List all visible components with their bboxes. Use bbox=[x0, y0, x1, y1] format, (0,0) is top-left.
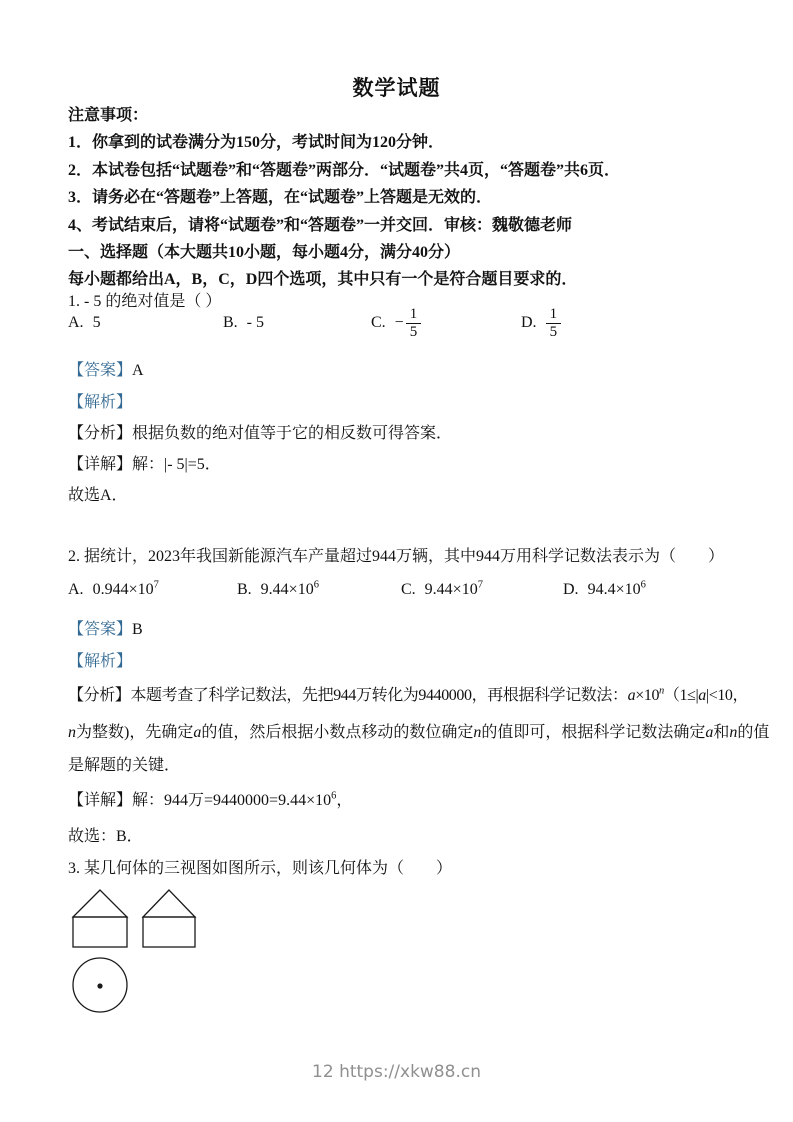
question-2-jiexi-line bbox=[68, 648, 132, 671]
question-3-text: 3. 某几何体的三视图如图所示，则该几何体为（ ） bbox=[68, 860, 453, 877]
side-view-house bbox=[143, 890, 195, 947]
option-c bbox=[371, 306, 421, 340]
option-a bbox=[68, 314, 101, 332]
exponent: 6 bbox=[313, 579, 319, 591]
math-var-a: a bbox=[705, 724, 714, 741]
detail-text: 解：|- 5|=5． bbox=[132, 456, 221, 473]
math-var-a: a bbox=[698, 687, 706, 704]
detail-text: ， bbox=[336, 792, 353, 809]
option-b-value: - 5 bbox=[246, 314, 264, 331]
exponent: 7 bbox=[153, 579, 159, 591]
exponent: 7 bbox=[477, 579, 483, 591]
option-d bbox=[563, 581, 646, 599]
question-2-analysis-line-1 bbox=[68, 682, 748, 705]
top-view-circle bbox=[73, 958, 127, 1012]
three-view-figure bbox=[60, 882, 270, 1027]
jiexi-label: 【解析】 bbox=[68, 653, 133, 670]
fenxi-label: 【分析】 bbox=[68, 687, 131, 704]
answer-label: 【答案】 bbox=[68, 362, 133, 379]
question-1-options bbox=[0, 299, 793, 347]
analysis-text: 根据负数的绝对值等于它的相反数可得答案． bbox=[132, 425, 453, 442]
option-c-label: C. bbox=[371, 313, 386, 331]
option-a-label: A. bbox=[68, 314, 84, 331]
option-a-label: A. bbox=[68, 581, 84, 598]
question-1-conclusion: 故选A． bbox=[68, 487, 128, 504]
math-var-a: a bbox=[627, 687, 636, 704]
xiangjie-label: 【详解】 bbox=[68, 456, 133, 473]
answer-value: A bbox=[132, 362, 144, 379]
question-1-text: 1. - 5 的绝对值是（ ） bbox=[68, 293, 222, 310]
section-heading: 一、选择题（本大题共10小题，每小题4分，满分40分） bbox=[68, 243, 461, 261]
math-exp-n: n bbox=[659, 685, 664, 697]
option-a-value: 5 bbox=[92, 314, 101, 331]
option-b-value: 9.44×10 bbox=[260, 581, 314, 598]
notice-item-1: 1．你拿到的试卷满分为150分，考试时间为120分钟． bbox=[68, 134, 445, 152]
analysis-text: 本题考查了科学记数法，先把944万转化为9440000，再根据科学记数法： bbox=[130, 687, 628, 704]
exponent: 6 bbox=[331, 790, 337, 802]
minus-sign: − bbox=[394, 314, 404, 331]
fenxi-label: 【分析】 bbox=[68, 425, 133, 442]
answer-label: 【答案】 bbox=[68, 621, 133, 638]
detail-math: =9440000=9.44×10 bbox=[204, 792, 332, 809]
jiexi-label: 【解析】 bbox=[68, 394, 133, 411]
fraction-denominator: 5 bbox=[546, 323, 562, 341]
question-2-text: 2. 据统计，2023年我国新能源汽车产量超过944万辆，其中944万用科学记数法表示为（ ） bbox=[68, 548, 725, 565]
question-2-conclusion: 故选：B． bbox=[68, 828, 143, 845]
fraction-numerator: 1 bbox=[409, 306, 418, 322]
question-1-analysis-line bbox=[68, 420, 452, 443]
fraction-one-fifth bbox=[406, 306, 422, 340]
notice-section bbox=[68, 102, 753, 294]
math-var-n: n bbox=[473, 724, 482, 741]
option-a-value: 0.944×10 bbox=[92, 581, 154, 598]
fraction-denominator: 5 bbox=[406, 323, 422, 341]
question-2-analysis-line-3: 是解题的关键． bbox=[68, 757, 181, 774]
page-footer: 12 https://xkw88.cn bbox=[312, 1062, 481, 1082]
option-d-label: D. bbox=[563, 581, 579, 598]
notice-item-2: 2．本试卷包括“试题卷”和“答题卷”两部分．“试题卷”共4页，“答题卷”共6页． bbox=[68, 161, 621, 179]
option-c-label: C. bbox=[401, 581, 416, 598]
option-c-value: 9.44×10 bbox=[424, 581, 478, 598]
option-b bbox=[237, 581, 319, 599]
analysis-text: |<10， bbox=[705, 687, 749, 704]
option-b-label: B. bbox=[223, 314, 238, 331]
question-2-options bbox=[0, 574, 793, 606]
question-1-detail-line bbox=[68, 451, 221, 474]
front-view-house bbox=[73, 890, 127, 947]
question-2-detail-line bbox=[68, 787, 352, 810]
fraction-numerator: 1 bbox=[549, 306, 558, 322]
analysis-text: （1≤| bbox=[663, 687, 699, 704]
xiangjie-label: 【详解】 bbox=[68, 792, 133, 809]
question-2-analysis-line-2 bbox=[68, 719, 769, 742]
analysis-text: 的值即可，根据科学记数法确定 bbox=[481, 724, 706, 741]
math-var-n: n bbox=[68, 724, 76, 741]
notice-item-4: 4、考试结束后，请将“试题卷”和“答题卷”一并交回．审核：魏敬德老师 bbox=[68, 216, 573, 234]
math-x10: ×10 bbox=[635, 687, 660, 704]
math-var-a: a bbox=[193, 724, 202, 741]
fraction-one-fifth bbox=[546, 306, 562, 340]
section-subheading: 每小题都给出A，B，C，D四个选项，其中只有一个是符合题目要求的． bbox=[68, 271, 578, 289]
option-d-label: D. bbox=[521, 313, 537, 331]
option-a bbox=[68, 581, 159, 599]
option-c bbox=[401, 581, 483, 599]
option-b-label: B. bbox=[237, 581, 252, 598]
question-1-jiexi-line bbox=[68, 389, 132, 412]
question-1-answer-line bbox=[68, 357, 144, 380]
answer-value: B bbox=[132, 621, 143, 638]
analysis-text: 的值，然后根据小数点移动的数位确定 bbox=[201, 724, 474, 741]
math-var-n: n bbox=[729, 724, 738, 741]
analysis-text: 和 bbox=[713, 724, 730, 741]
option-b bbox=[223, 314, 264, 332]
center-dot bbox=[97, 983, 102, 988]
option-d-value: 94.4×10 bbox=[587, 581, 641, 598]
analysis-text: 的值 bbox=[737, 724, 770, 741]
analysis-text: 为整数)，先确定 bbox=[76, 724, 194, 741]
detail-text: 解：944万 bbox=[132, 792, 205, 809]
notice-heading: 注意事项： bbox=[68, 107, 149, 124]
option-d bbox=[521, 306, 561, 340]
exponent: 6 bbox=[640, 579, 646, 591]
notice-item-3: 3．请务必在“答题卷”上答题，在“试题卷”上答题是无效的． bbox=[68, 189, 493, 207]
page-title: 数学试题 bbox=[352, 76, 441, 100]
question-2-answer-line bbox=[68, 616, 143, 639]
